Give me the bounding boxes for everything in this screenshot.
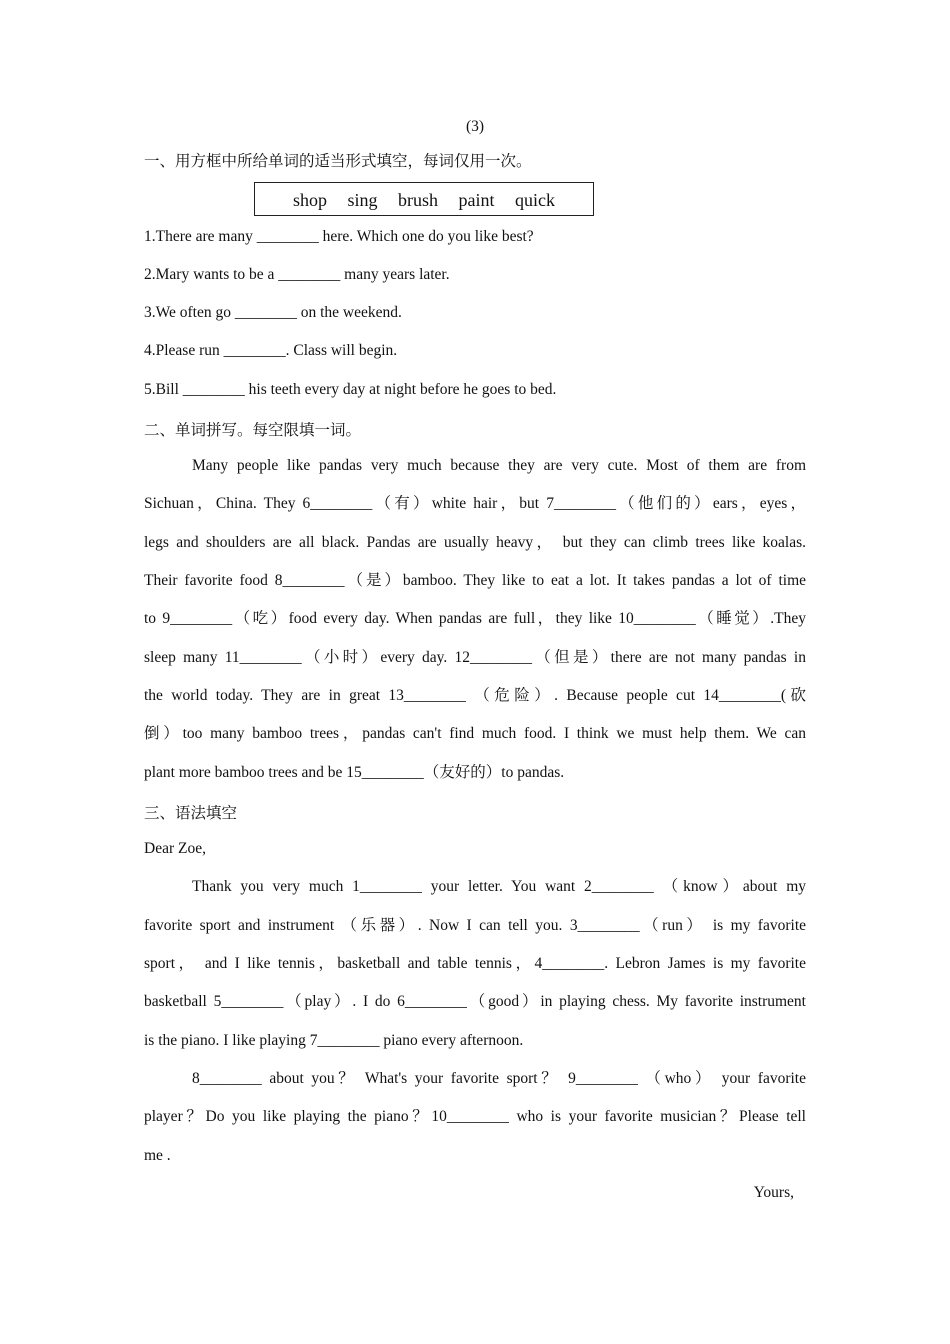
passage-line: sleep many 11________（小时）every day. 12________（但是）there are not many pandas in <box>144 649 806 666</box>
section2-title: 二、单词拼写。每空限填一词。 <box>144 421 362 439</box>
section1-item: 4.Please run ________. Class will begin. <box>144 342 398 359</box>
passage-line: Many people like pandas very much because they are very cute. Most of them are from <box>192 457 806 474</box>
letter-greeting: Dear Zoe, <box>144 840 206 857</box>
passage-line: to 9________（吃）food every day. When pandas are full，they like 10________（睡觉）.They <box>144 610 806 627</box>
passage-line: the world today. They are in great 13________ （危险）. Because people cut 14________(砍 <box>144 687 806 704</box>
passage-line: 倒）too many bamboo trees，pandas can't find much food. I think we must help them. We can <box>144 725 806 742</box>
word-bank-word: paint <box>458 190 495 210</box>
passage-line: legs and shoulders are all black. Pandas are usually heavy， but they can climb trees like koalas. <box>144 534 806 551</box>
letter-closing: Yours, <box>753 1184 794 1201</box>
section1-item: 2.Mary wants to be a ________ many years later. <box>144 266 450 283</box>
section1-item: 3.We often go ________ on the weekend. <box>144 304 402 321</box>
word-bank-word: brush <box>398 190 439 210</box>
word-bank-box <box>254 182 594 216</box>
word-bank-word: sing <box>347 190 378 210</box>
section1-item: 1.There are many ________ here. Which one do you like best? <box>144 228 534 245</box>
letter-line: me . <box>144 1147 171 1164</box>
letter-line: Thank you very much 1________ your letter. You want 2________ （know）about my <box>192 878 806 895</box>
letter-line: player？Do you like playing the piano？10________ who is your favorite musician？Please tell <box>144 1108 806 1125</box>
passage-line: Their favorite food 8________（是）bamboo. They like to eat a lot. It takes pandas a lot of time <box>144 572 806 589</box>
letter-line: is the piano. I like playing 7________ piano every afternoon. <box>144 1032 524 1049</box>
word-bank-word: shop <box>292 190 327 210</box>
word-bank-word: quick <box>515 190 556 210</box>
letter-line: favorite sport and instrument （乐器）. Now I can tell you. 3________（run） is my favorite <box>144 917 806 934</box>
section3-title: 三、语法填空 <box>144 804 238 822</box>
letter-line: 8________ about you？ What's your favorite sport？ 9________ （who） your favorite <box>192 1070 806 1087</box>
letter-line: sport， and I like tennis，basketball and table tennis，4________. Lebron James is my favorite <box>144 955 806 972</box>
section1-title: 一、用方框中所给单词的适当形式填空，每词仅用一次。 <box>144 152 532 170</box>
passage-line: Sichuan，China. They 6________（有）white hair，but 7________（他们的）ears，eyes， <box>144 495 806 512</box>
letter-line: basketball 5________（play）. I do 6________（good）in playing chess. My favorite instrument <box>144 993 806 1010</box>
section1-item: 5.Bill ________ his teeth every day at night before he goes to bed. <box>144 381 557 398</box>
passage-line: plant more bamboo trees and be 15________（友好的）to pandas. <box>144 764 565 781</box>
page-number: (3) <box>465 118 485 135</box>
